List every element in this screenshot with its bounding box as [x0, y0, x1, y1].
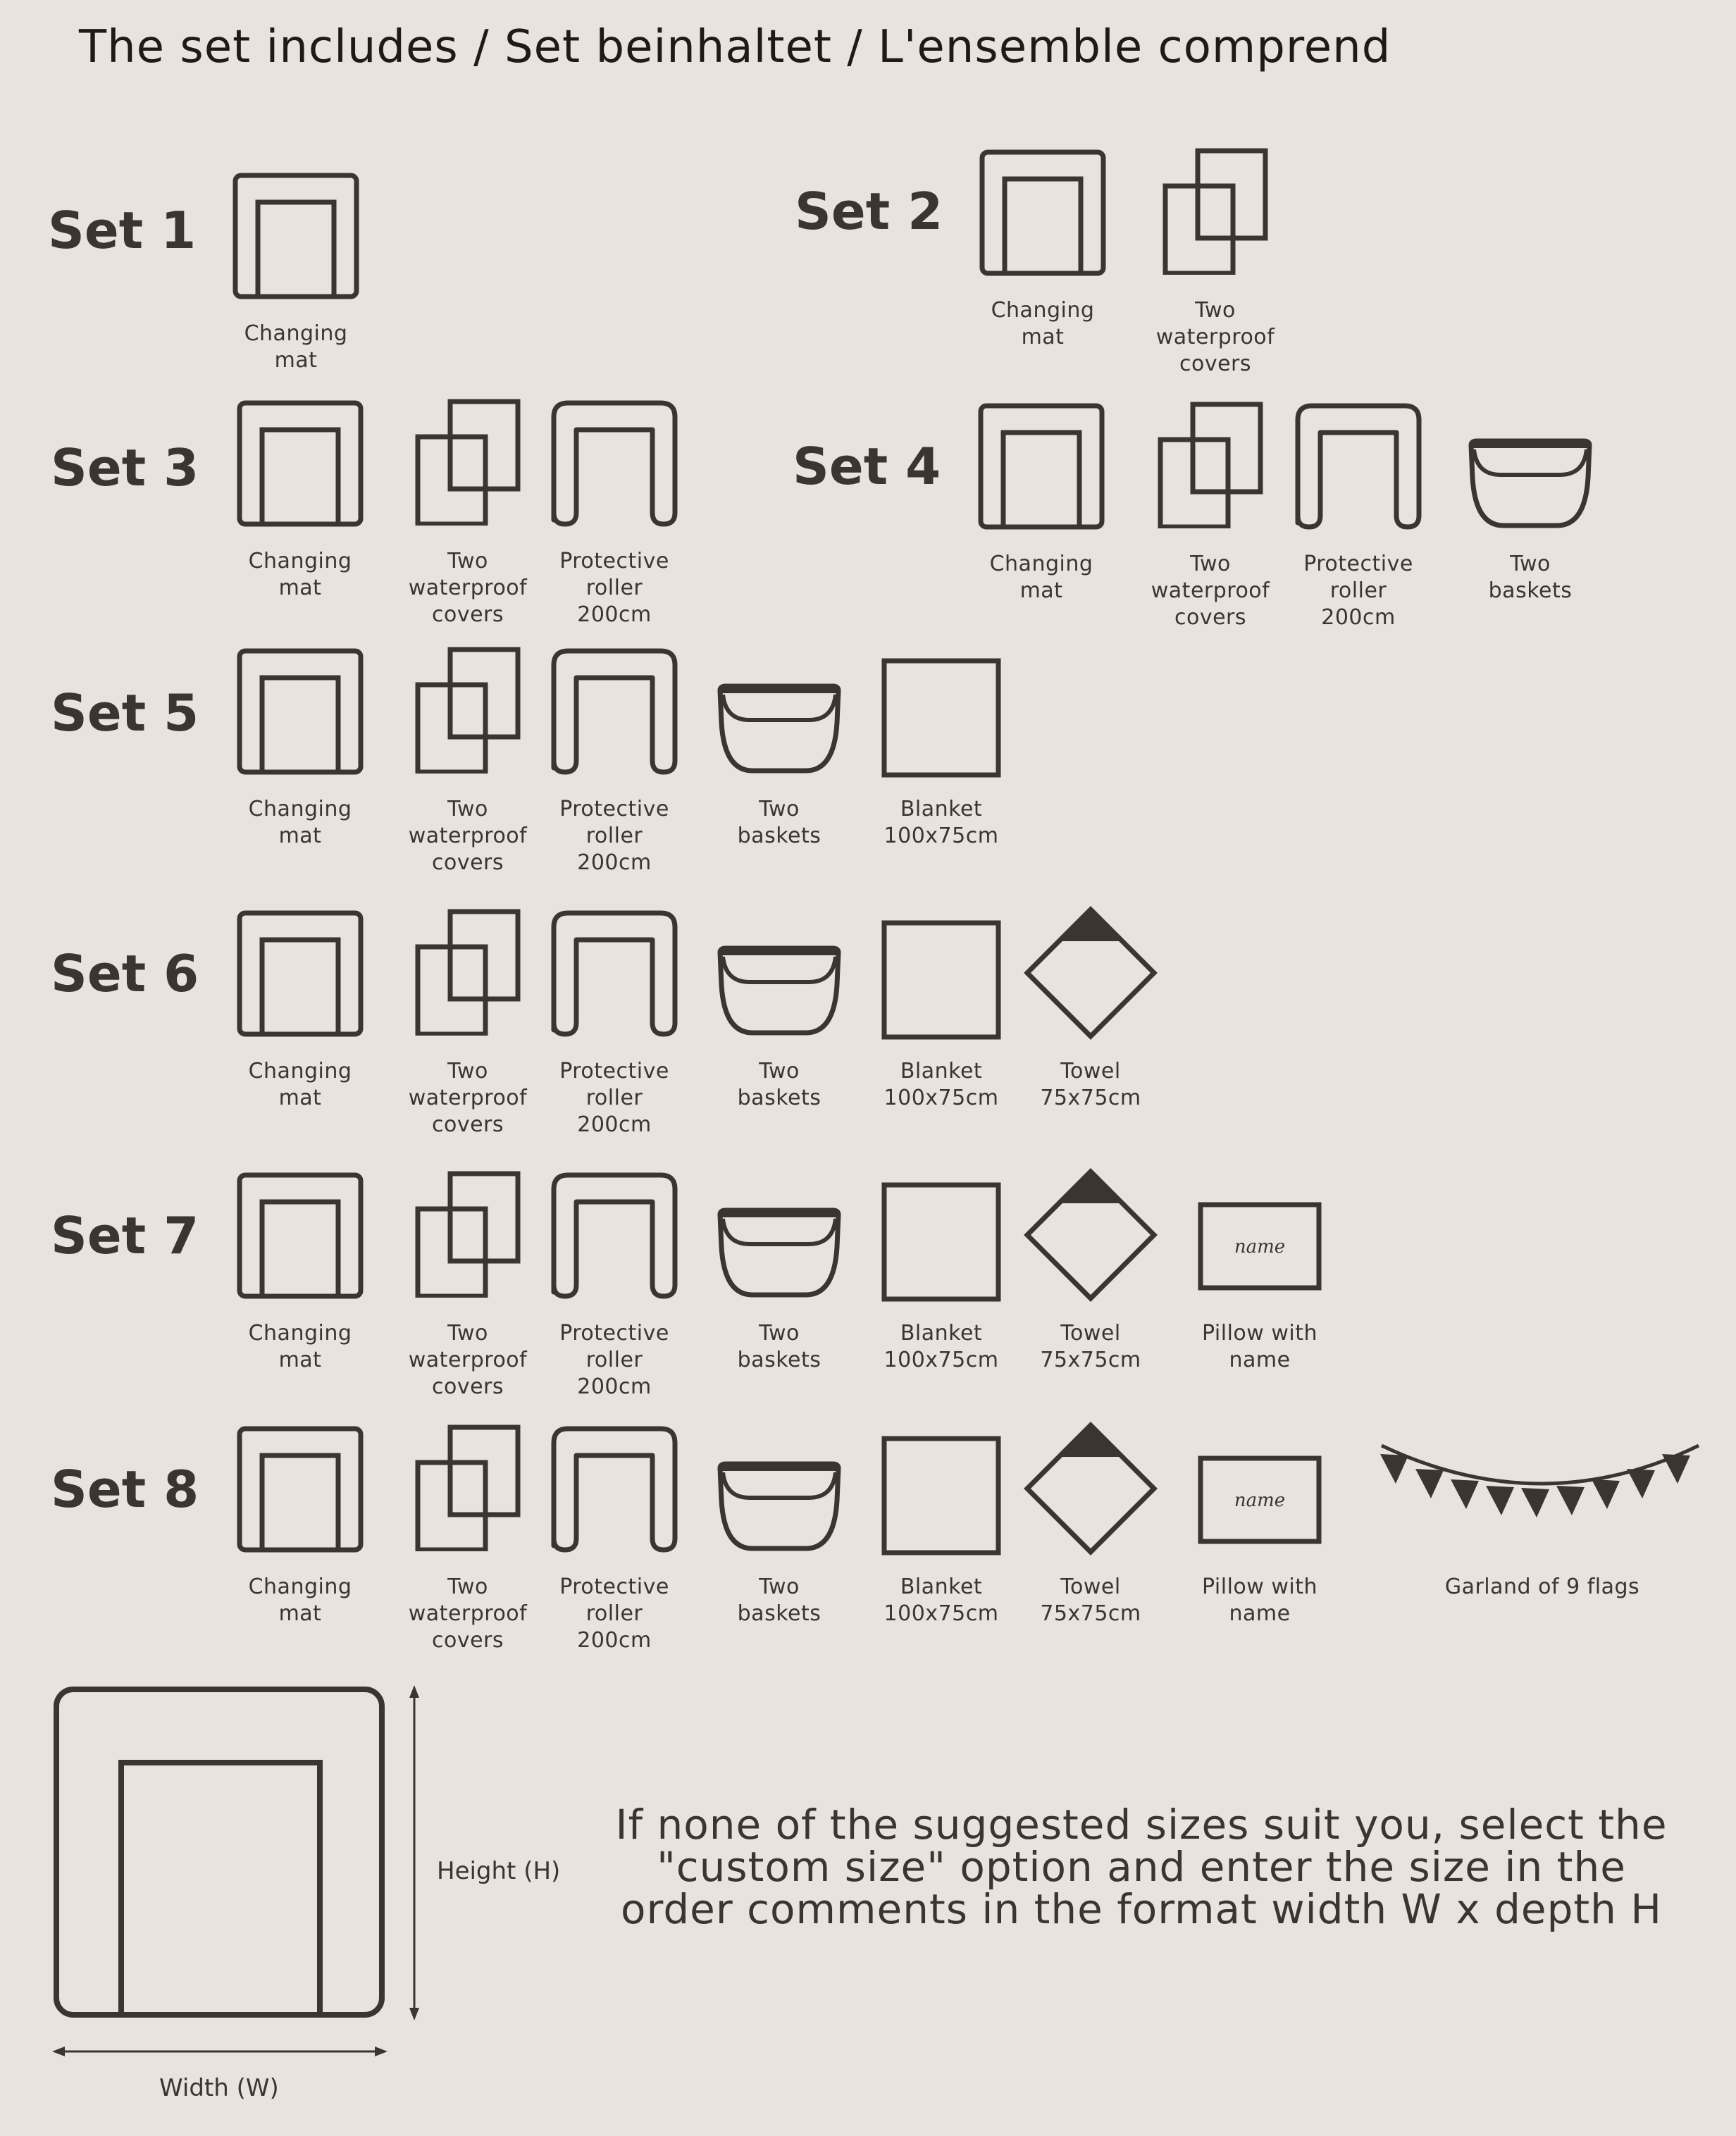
caption-line: Changing: [248, 1575, 352, 1599]
caption-line: baskets: [737, 1348, 822, 1372]
changing-mat-icon: [237, 910, 364, 1037]
caption-line: Pillow with: [1201, 1321, 1318, 1346]
caption-line: baskets: [737, 1086, 822, 1110]
blanket-icon: [881, 920, 1001, 1040]
baskets-icon: [716, 1461, 843, 1553]
note-line: If none of the suggested sizes suit you, select the: [615, 1801, 1668, 1849]
page-title: The set includes / Set beinhaltet / L'ensemble comprend: [79, 21, 1391, 73]
protective-roller-icon: [1295, 403, 1422, 530]
set-label: Set 7: [51, 1206, 199, 1265]
caption-line: covers: [431, 602, 504, 627]
item-caption: [523, 1320, 706, 1401]
height-arrow-bottom: [409, 2008, 419, 2020]
caption-line: waterproof: [408, 824, 528, 848]
caption-line: mat: [278, 1601, 322, 1626]
item-caption: [209, 1058, 392, 1112]
caption-line: Blanket: [900, 1321, 983, 1346]
caption-line: Two: [1190, 552, 1231, 576]
item-caption: [688, 1058, 871, 1112]
set-label: Set 4: [793, 437, 941, 496]
caption-line: Two: [759, 797, 800, 821]
caption-line: 100x75cm: [884, 1348, 999, 1372]
garland-icon: [1380, 1444, 1704, 1522]
height-arrow-top: [409, 1685, 419, 1698]
caption-line: Changing: [248, 797, 352, 821]
waterproof-covers-icon: [415, 1171, 521, 1298]
baskets-icon: [716, 1207, 843, 1299]
caption-line: 200cm: [577, 602, 652, 627]
waterproof-covers-icon: [415, 1424, 521, 1551]
waterproof-covers-icon: [415, 909, 521, 1036]
caption-line: Blanket: [900, 1059, 983, 1083]
caption-line: 75x75cm: [1040, 1601, 1141, 1626]
caption-line: Garland of 9 flags: [1444, 1575, 1640, 1599]
caption-line: waterproof: [1155, 325, 1275, 349]
caption-line: Two: [759, 1321, 800, 1346]
changing-mat-icon: [237, 400, 364, 527]
caption-line: roller: [585, 824, 643, 848]
caption-line: 100x75cm: [884, 1086, 999, 1110]
towel-icon: [1024, 1168, 1158, 1302]
caption-line: Protective: [559, 1321, 669, 1346]
caption-line: roller: [585, 1348, 643, 1372]
protective-roller-icon: [551, 1172, 678, 1299]
caption-line: baskets: [1488, 578, 1573, 603]
caption-line: mat: [1021, 325, 1065, 349]
garland-flag: [1451, 1479, 1479, 1509]
caption-line: Changing: [248, 549, 352, 573]
caption-line: Two: [759, 1575, 800, 1599]
garland-flag: [1556, 1486, 1585, 1515]
item-caption: [688, 1320, 871, 1374]
changing-mat-icon: [237, 648, 364, 775]
set-label: Set 6: [51, 944, 199, 1003]
caption-line: waterproof: [408, 576, 528, 600]
set-label: Set 5: [51, 683, 199, 743]
caption-line: 200cm: [577, 1374, 652, 1399]
garland-flag: [1415, 1469, 1444, 1498]
caption-line: Two: [447, 1059, 488, 1083]
garland-flag: [1486, 1486, 1514, 1515]
caption-line: covers: [431, 1112, 504, 1137]
note-line: "custom size" option and enter the size in the: [657, 1843, 1626, 1891]
blanket-icon: [881, 1182, 1001, 1302]
caption-line: Two: [447, 797, 488, 821]
caption-line: Towel: [1060, 1321, 1121, 1346]
item-caption: [1439, 551, 1622, 604]
diagram-mat-outer: [56, 1689, 382, 2015]
changing-mat-icon: [232, 173, 359, 299]
caption-line: mat: [278, 576, 322, 600]
width-arrow-left: [52, 2047, 65, 2056]
protective-roller-icon: [551, 1426, 678, 1553]
protective-roller-icon: [551, 648, 678, 775]
garland-flag: [1380, 1454, 1408, 1484]
caption-line: Protective: [559, 549, 669, 573]
item-caption: [209, 1320, 392, 1374]
changing-mat-icon: [979, 149, 1106, 276]
item-caption: [999, 1058, 1182, 1112]
caption-line: Two: [759, 1059, 800, 1083]
caption-line: Changing: [248, 1321, 352, 1346]
item-caption: [523, 548, 706, 628]
protective-roller-icon: [551, 910, 678, 1037]
item-caption: [1168, 1320, 1351, 1374]
caption-line: baskets: [737, 1601, 822, 1626]
width-arrow-right: [375, 2047, 388, 2056]
item-caption: [209, 1574, 392, 1627]
caption-line: baskets: [737, 824, 822, 848]
custom-size-note: [599, 1801, 1684, 1933]
caption-line: Pillow with: [1201, 1575, 1318, 1599]
set-label: Set 8: [51, 1460, 199, 1519]
caption-line: roller: [585, 1601, 643, 1626]
caption-line: Protective: [1303, 552, 1413, 576]
caption-line: 75x75cm: [1040, 1348, 1141, 1372]
caption-line: mat: [274, 348, 318, 373]
set-label: Set 1: [48, 201, 197, 260]
caption-line: 200cm: [577, 1628, 652, 1653]
towel-icon: [1024, 1422, 1158, 1556]
caption-line: mat: [278, 1086, 322, 1110]
baskets-icon: [1467, 438, 1594, 530]
pillow-icon: [1198, 1202, 1322, 1291]
item-caption: [850, 796, 1033, 850]
height-label: Height (H): [437, 1857, 561, 1885]
item-caption: [999, 1320, 1182, 1374]
baskets-icon: [716, 945, 843, 1037]
caption-line: Two: [447, 1321, 488, 1346]
caption-line: Changing: [244, 321, 348, 346]
caption-line: 100x75cm: [884, 1601, 999, 1626]
caption-line: Two: [1195, 298, 1236, 323]
note-line: order comments in the format width W x depth H: [621, 1885, 1662, 1933]
changing-mat-icon: [978, 403, 1105, 530]
caption-line: covers: [431, 1374, 504, 1399]
caption-line: roller: [1329, 578, 1387, 603]
caption-line: name: [1229, 1601, 1291, 1626]
item-caption: [688, 1574, 871, 1627]
caption-line: mat: [278, 1348, 322, 1372]
caption-line: covers: [1179, 352, 1252, 376]
caption-line: waterproof: [1151, 578, 1270, 603]
item-caption: [523, 1574, 706, 1654]
caption-line: waterproof: [408, 1601, 528, 1626]
item-caption: [523, 796, 706, 876]
waterproof-covers-icon: [415, 399, 521, 526]
towel-icon: [1024, 906, 1158, 1040]
garland-flag: [1521, 1488, 1549, 1517]
blanket-icon: [881, 1436, 1001, 1556]
item-caption: [1168, 1574, 1351, 1627]
set-label: Set 3: [51, 438, 199, 497]
caption-line: covers: [431, 850, 504, 875]
caption-line: Blanket: [900, 1575, 983, 1599]
baskets-icon: [716, 683, 843, 775]
caption-line: 200cm: [577, 1112, 652, 1137]
caption-line: Protective: [559, 1059, 669, 1083]
caption-line: Towel: [1060, 1059, 1121, 1083]
caption-line: covers: [431, 1628, 504, 1653]
item-caption: [209, 796, 392, 850]
caption-line: covers: [1174, 605, 1247, 630]
changing-mat-icon: [237, 1426, 364, 1553]
pillow-icon: [1198, 1455, 1322, 1544]
item-caption: [1267, 551, 1450, 631]
garland-flag: [1662, 1454, 1690, 1484]
caption-line: Blanket: [900, 797, 983, 821]
caption-line: Protective: [559, 1575, 669, 1599]
waterproof-covers-icon: [1158, 402, 1263, 528]
caption-line: Changing: [989, 552, 1093, 576]
caption-line: 200cm: [577, 850, 652, 875]
waterproof-covers-icon: [415, 647, 521, 774]
caption-line: Two: [447, 1575, 488, 1599]
svg-text:name: name: [1234, 1490, 1286, 1511]
caption-line: Towel: [1060, 1575, 1121, 1599]
caption-line: 200cm: [1321, 605, 1396, 630]
caption-line: roller: [585, 1086, 643, 1110]
garland-flag: [1627, 1469, 1655, 1498]
width-label: Width (W): [159, 2074, 279, 2102]
item-caption: [951, 297, 1134, 351]
changing-mat-icon: [237, 1172, 364, 1299]
caption-line: waterproof: [408, 1086, 528, 1110]
caption-line: Two: [447, 549, 488, 573]
caption-line: waterproof: [408, 1348, 528, 1372]
item-caption: [523, 1058, 706, 1138]
caption-line: Protective: [559, 797, 669, 821]
caption-line: 75x75cm: [1040, 1086, 1141, 1110]
protective-roller-icon: [551, 400, 678, 527]
waterproof-covers-icon: [1162, 148, 1268, 275]
caption-line: name: [1229, 1348, 1291, 1372]
caption-line: 100x75cm: [884, 824, 999, 848]
diagram-mat-inner: [121, 1763, 320, 2015]
item-caption: [1124, 297, 1307, 378]
garland-flag: [1592, 1479, 1620, 1509]
caption-line: roller: [585, 576, 643, 600]
caption-line: mat: [1019, 578, 1063, 603]
caption-line: Changing: [991, 298, 1095, 323]
set-label: Set 2: [795, 182, 943, 241]
caption-line: Two: [1510, 552, 1551, 576]
blanket-icon: [881, 658, 1001, 778]
item-caption: [950, 551, 1133, 604]
caption-line: mat: [278, 824, 322, 848]
caption-line: Changing: [248, 1059, 352, 1083]
item-caption: [1380, 1574, 1704, 1601]
item-caption: [999, 1574, 1182, 1627]
size-diagram: [42, 1677, 437, 2071]
item-caption: [688, 796, 871, 850]
item-caption: [209, 548, 392, 602]
item-caption: [204, 321, 388, 374]
svg-text:name: name: [1234, 1236, 1286, 1258]
